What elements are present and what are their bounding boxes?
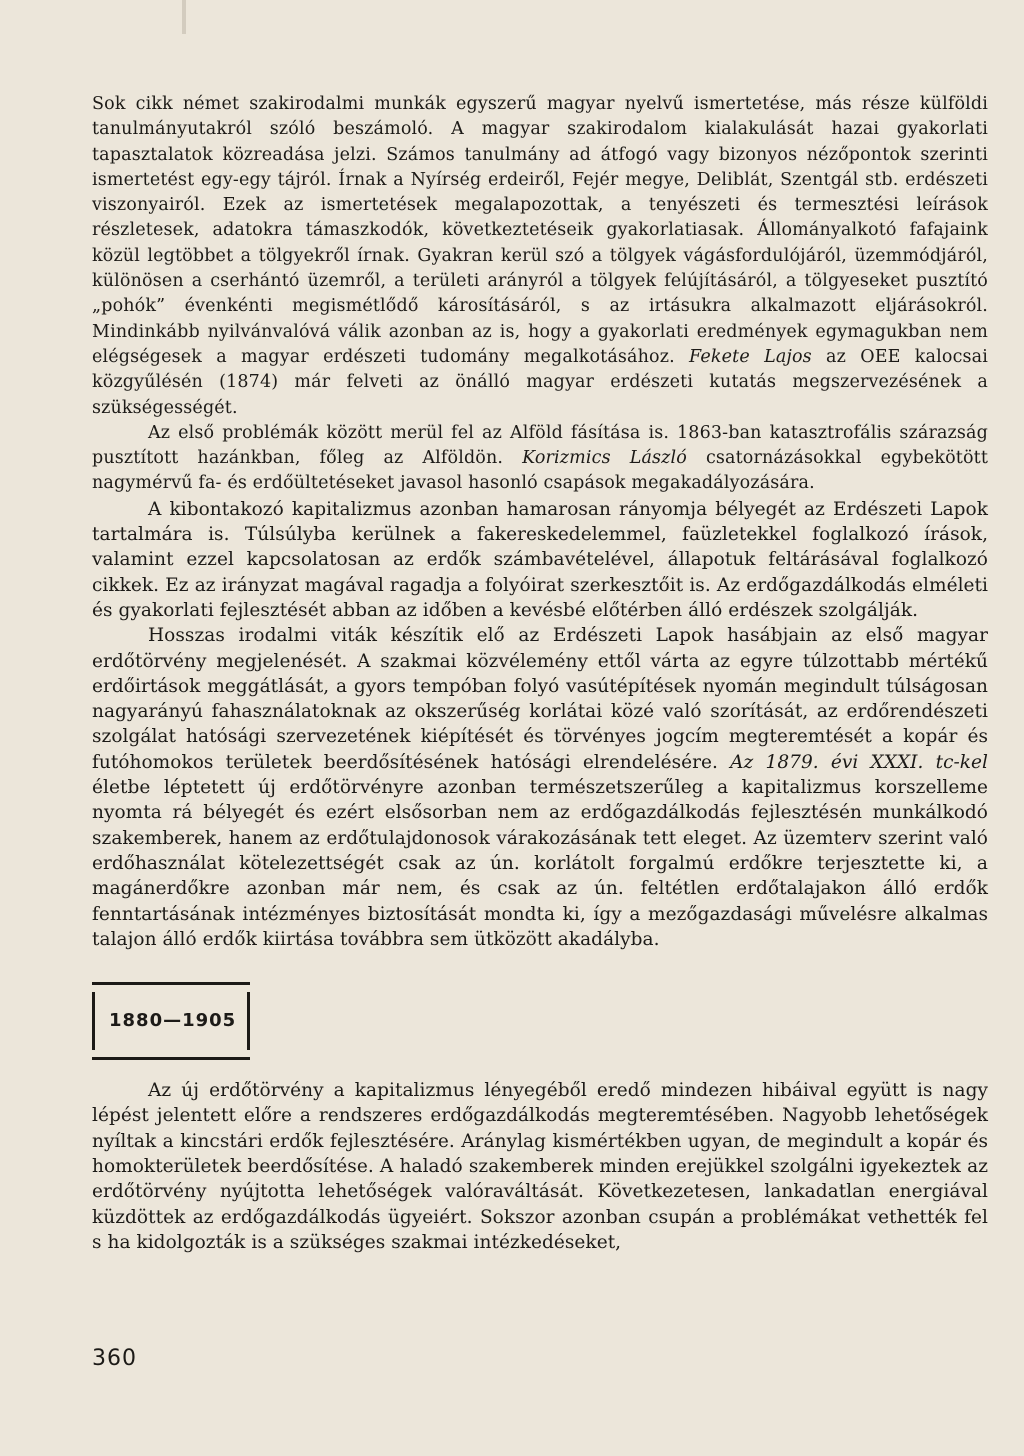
author-name-korizmics: Korizmics László xyxy=(522,448,687,469)
paragraph-alfold-text-after: csatornázásokkal egybekötött nagymérvű fa- és erdőültetéseket javasol hasonló csapások megakadályozására. xyxy=(92,448,989,494)
paragraph-alfold xyxy=(92,421,988,497)
heading-rule-top xyxy=(92,982,250,985)
paragraph-forest-law-text-after: életbe léptetett új erdőtörvényre azonban természetszerűleg a kapitalizmus korszelleme nyomta rá bélyegét és ezért elsősorban nem az erdőgazdálkodás fejlesztésén munkálkodó szakemberek, hanem az erdőtulajdonosok várakozásának tett eleget. Az üzemterv szerint való erdőhasználat kötelezettségét csak az ún. korlátolt forgalmú erdőkre terjesztette ki, a magánerdőkre azonban már nem, és csak az ún. feltétlen erdőtalajakon álló erdők fenntartásának intézményes biztosítását mondta ki, így a mezőgazdasági művelésre alkalmas talajon álló erdők kiirtása továbbra sem ütközött akadályba. xyxy=(92,777,988,950)
law-reference: Az 1879. évi XXXI. tc-kel xyxy=(730,751,989,773)
paragraph-new-law: Az új erdőtörvény a kapitalizmus lényegéből eredő mindezen hibáival együtt is nagy lépést jelentett előre a rendszeres erdőgazdálkodás megteremtésében. Nagyobb lehetőségek nyíltak a kincstári erdők fejlesztésére. Aránylag kismértékben ugyan, de megindult a kopár és homokterületek beerdősítése. A haladó szakemberek minden erejükkel szolgálni igyekeztek az erdőtörvény nyújtotta lehetőségek valóraváltását. Következetesen, lankadatlan energiával küzdöttek az erdőgazdálkodás ügyeiért. Sokszor azonban csupán a problémákat vethették fel s ha kidolgozták is a szükséges szakmai intézkedéseket, xyxy=(92,1080,988,1253)
heading-rule-bottom xyxy=(92,1057,250,1060)
scan-mark xyxy=(182,0,186,34)
paragraph-forest-law-text: Hosszas irodalmi viták készítik elő az Erdészeti Lapok hasábjain az első magyar erdőtörvény megjelenését. A szakmai közvélemény ettől várta az egyre túlzottabb mértékű erdőirtások meggátlását, a gyors tempóban folyó vasútépítések nyomán megindult túlságosan nagyarányú fahasználatoknak az okszerűség korlátai közé való szorítását, az erdőrendészeti szolgálat hatósági szervezetének kiépítését és törvényes jogcím megteremtését a kopár és futóhomokos területek beerdősítésének hatósági elrendelésére. xyxy=(92,625,988,773)
paragraph-intro-text: Sok cikk német szakirodalmi munkák egyszerű magyar nyelvű ismertetése, más része külföldi tanulmányutakról szóló beszámoló. A magyar szakirodalom kialakulását hazai gyakorlati tapasztalatok közreadása jelzi. Számos tanulmány ad átfogó vagy bizonyos nézőpontok szerinti ismertetést egy-egy tájról. Írnak a Nyírség erdeiről, Fejér megye, Deliblát, Szentgál stb. erdészeti viszonyairól. Ezek az ismertetések megalapozottak, a tenyészeti és termesztési leírások részletesek, adatokra támaszkodók, következtetéseik gyakorlatiasak. Állományalkotó fafajaink közül legtöbbet a tölgyekről írnak. Gyakran kerül szó a tölgyek vágásfordulójáról, üzemmódjáról, különösen a cserhántó üzemről, a területi arányról a tölgyek felújításáról, a tölgyeseket pusztító „pohók” évenkénti megismétlődő károsításáról, s az irtásukra alkalmazott eljárásokról. Mindinkább nyilvánvalóvá válik azonban az is, hogy a gyakorlati eredmények egymagukban nem elégségesek a magyar erdészeti tudomány megalkotásához. xyxy=(92,94,988,367)
paragraph-forest-law xyxy=(92,623,988,952)
paragraph-intro xyxy=(92,92,988,421)
section-heading-box xyxy=(92,992,250,1050)
page-body xyxy=(92,92,988,1255)
paragraph-capitalism: A kibontakozó kapitalizmus azonban hamarosan rányomja bélyegét az Erdészeti Lapok tartalmára is. Túlsúlyba kerülnek a fakereskedelemmel, faüzletekkel foglalkozó írások, valamint ezzel kapcsolatosan az erdők számbavételével, állapotuk feltárásával foglalkozó cikkek. Ez az irányzat magával ragadja a folyóirat szerkesztőit is. Az erdőgazdálkodás elméleti és gyakorlati fejlesztését abban az időben a kevésbé előtérben álló erdészek szolgálják. xyxy=(92,498,988,621)
section-heading: 1880—1905 xyxy=(109,1010,237,1032)
paragraph-intro-text-after: az OEE kalocsai közgyűlésén (1874) már felveti az önálló magyar erdészeti kutatás megszervezésének a szükségességét. xyxy=(92,346,988,418)
author-name-fekete: Fekete Lajos xyxy=(689,346,812,367)
paragraph-alfold-text: Az első problémák között merül fel az Alföld fásítása is. 1863-ban katasztrofális szárazság pusztított hazánkban, főleg az Alföldön. xyxy=(92,422,988,469)
page-number: 360 xyxy=(92,1346,137,1371)
